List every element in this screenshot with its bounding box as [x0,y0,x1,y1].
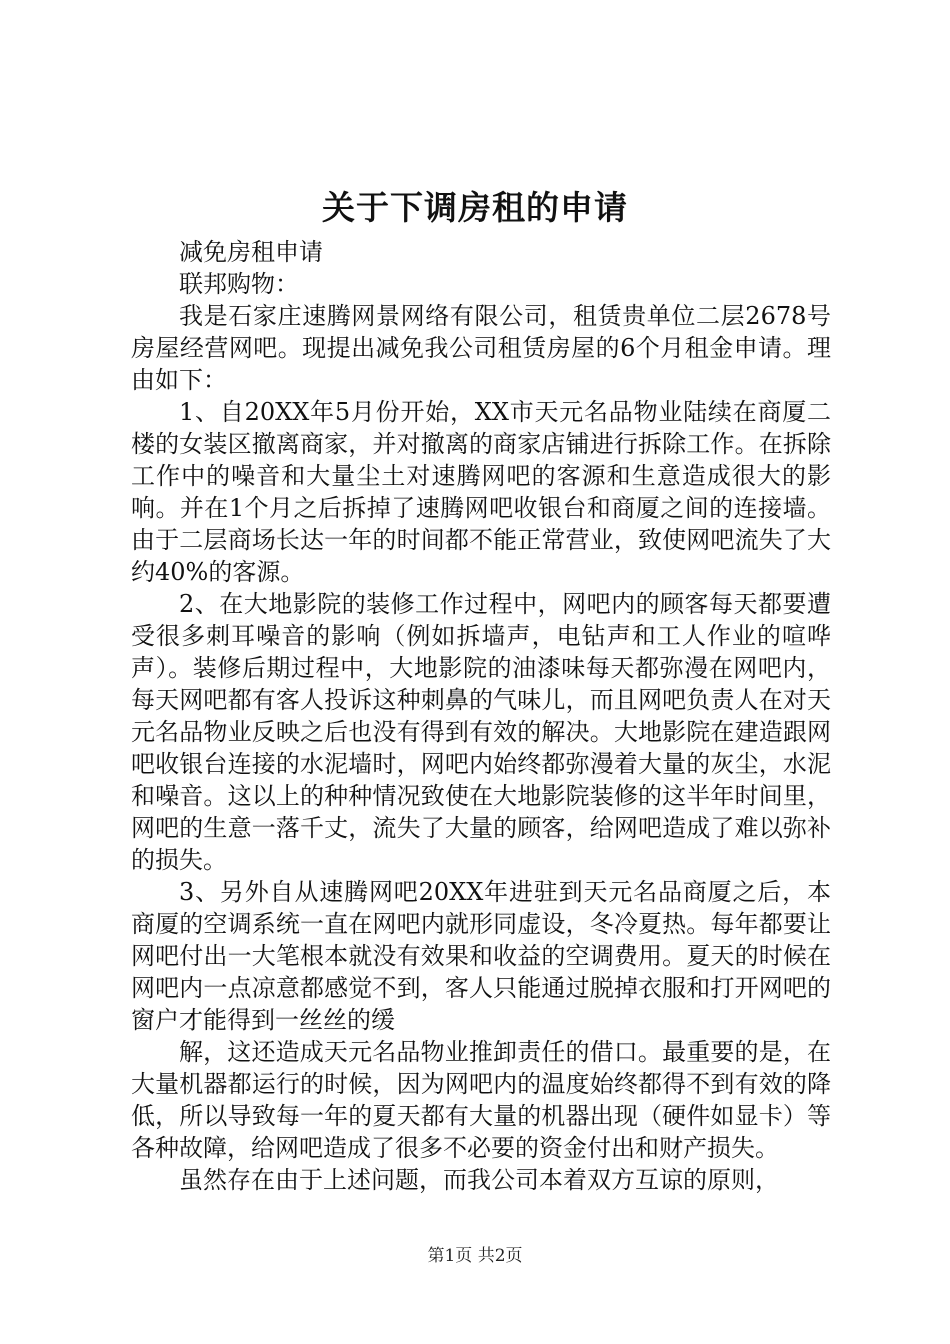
paragraph-reason-3: 3、另外自从速腾网吧20XX年进驻到天元名品商厦之后，本商厦的空调系统一直在网吧内就形同虚设，冬冷夏热。每年都要让网吧付出一大笔根本就没有效果和收益的空调费用。夏天的时候在网吧内一点凉意都感觉不到，客人只能通过脱掉衣服和打开网吧的窗户才能得到一丝丝的缓 [131,878,831,1034]
paragraph-reason-2: 2、在大地影院的装修工作过程中，网吧内的顾客每天都要遭受很多刺耳噪音的影响（例如拆墙声，电钻声和工人作业的喧哗声）。装修后期过程中，大地影院的油漆味每天都弥漫在网吧内，每天网吧都有客人投诉这种刺鼻的气味儿，而且网吧负责人在对天元名品物业反映之后也没有得到有效的解决。大地影院在建造跟网吧收银台连接的水泥墙时，网吧内始终都弥漫着大量的灰尘，水泥和噪音。这以上的种种情况致使在大地影院装修的这半年时间里，网吧的生意一落千丈，流失了大量的顾客，给网吧造成了难以弥补的损失。 [131,590,831,874]
document-title: 关于下调房租的申请 [322,188,628,227]
paragraph-subject: 减免房租申请 [179,238,323,266]
paragraph-intro: 我是石家庄速腾网景网络有限公司，租赁贵单位二层2678号房屋经营网吧。现提出减免我公司租赁房屋的6个月租金申请。理由如下： [131,302,831,394]
paragraph-salutation: 联邦购物： [179,270,299,298]
paragraph-reason-1: 1、自20XX年5月份开始，XX市天元名品物业陆续在商厦二楼的女装区撤离商家，并对撤离的商家店铺进行拆除工作。在拆除工作中的噪音和大量尘土对速腾网吧的客源和生意造成很大的影响。并在1个月之后拆掉了速腾网吧收银台和商厦之间的连接墙。由于二层商场长达一年的时间都不能正常营业，致使网吧流失了大约40%的客源。 [131,398,831,586]
paragraph-reason-3-continued: 解，这还造成天元名品物业推卸责任的借口。最重要的是，在大量机器都运行的时候，因为网吧内的温度始终都得不到有效的降低，所以导致每一年的夏天都有大量的机器出现（硬件如显卡）等各种故障，给网吧造成了很多不必要的资金付出和财产损失。 [131,1038,831,1162]
page-number-footer: 第1页 共2页 [427,1246,523,1266]
document-body [131,236,831,1196]
paragraph-conclusion: 虽然存在由于上述问题，而我公司本着双方互谅的原则， [179,1166,779,1194]
